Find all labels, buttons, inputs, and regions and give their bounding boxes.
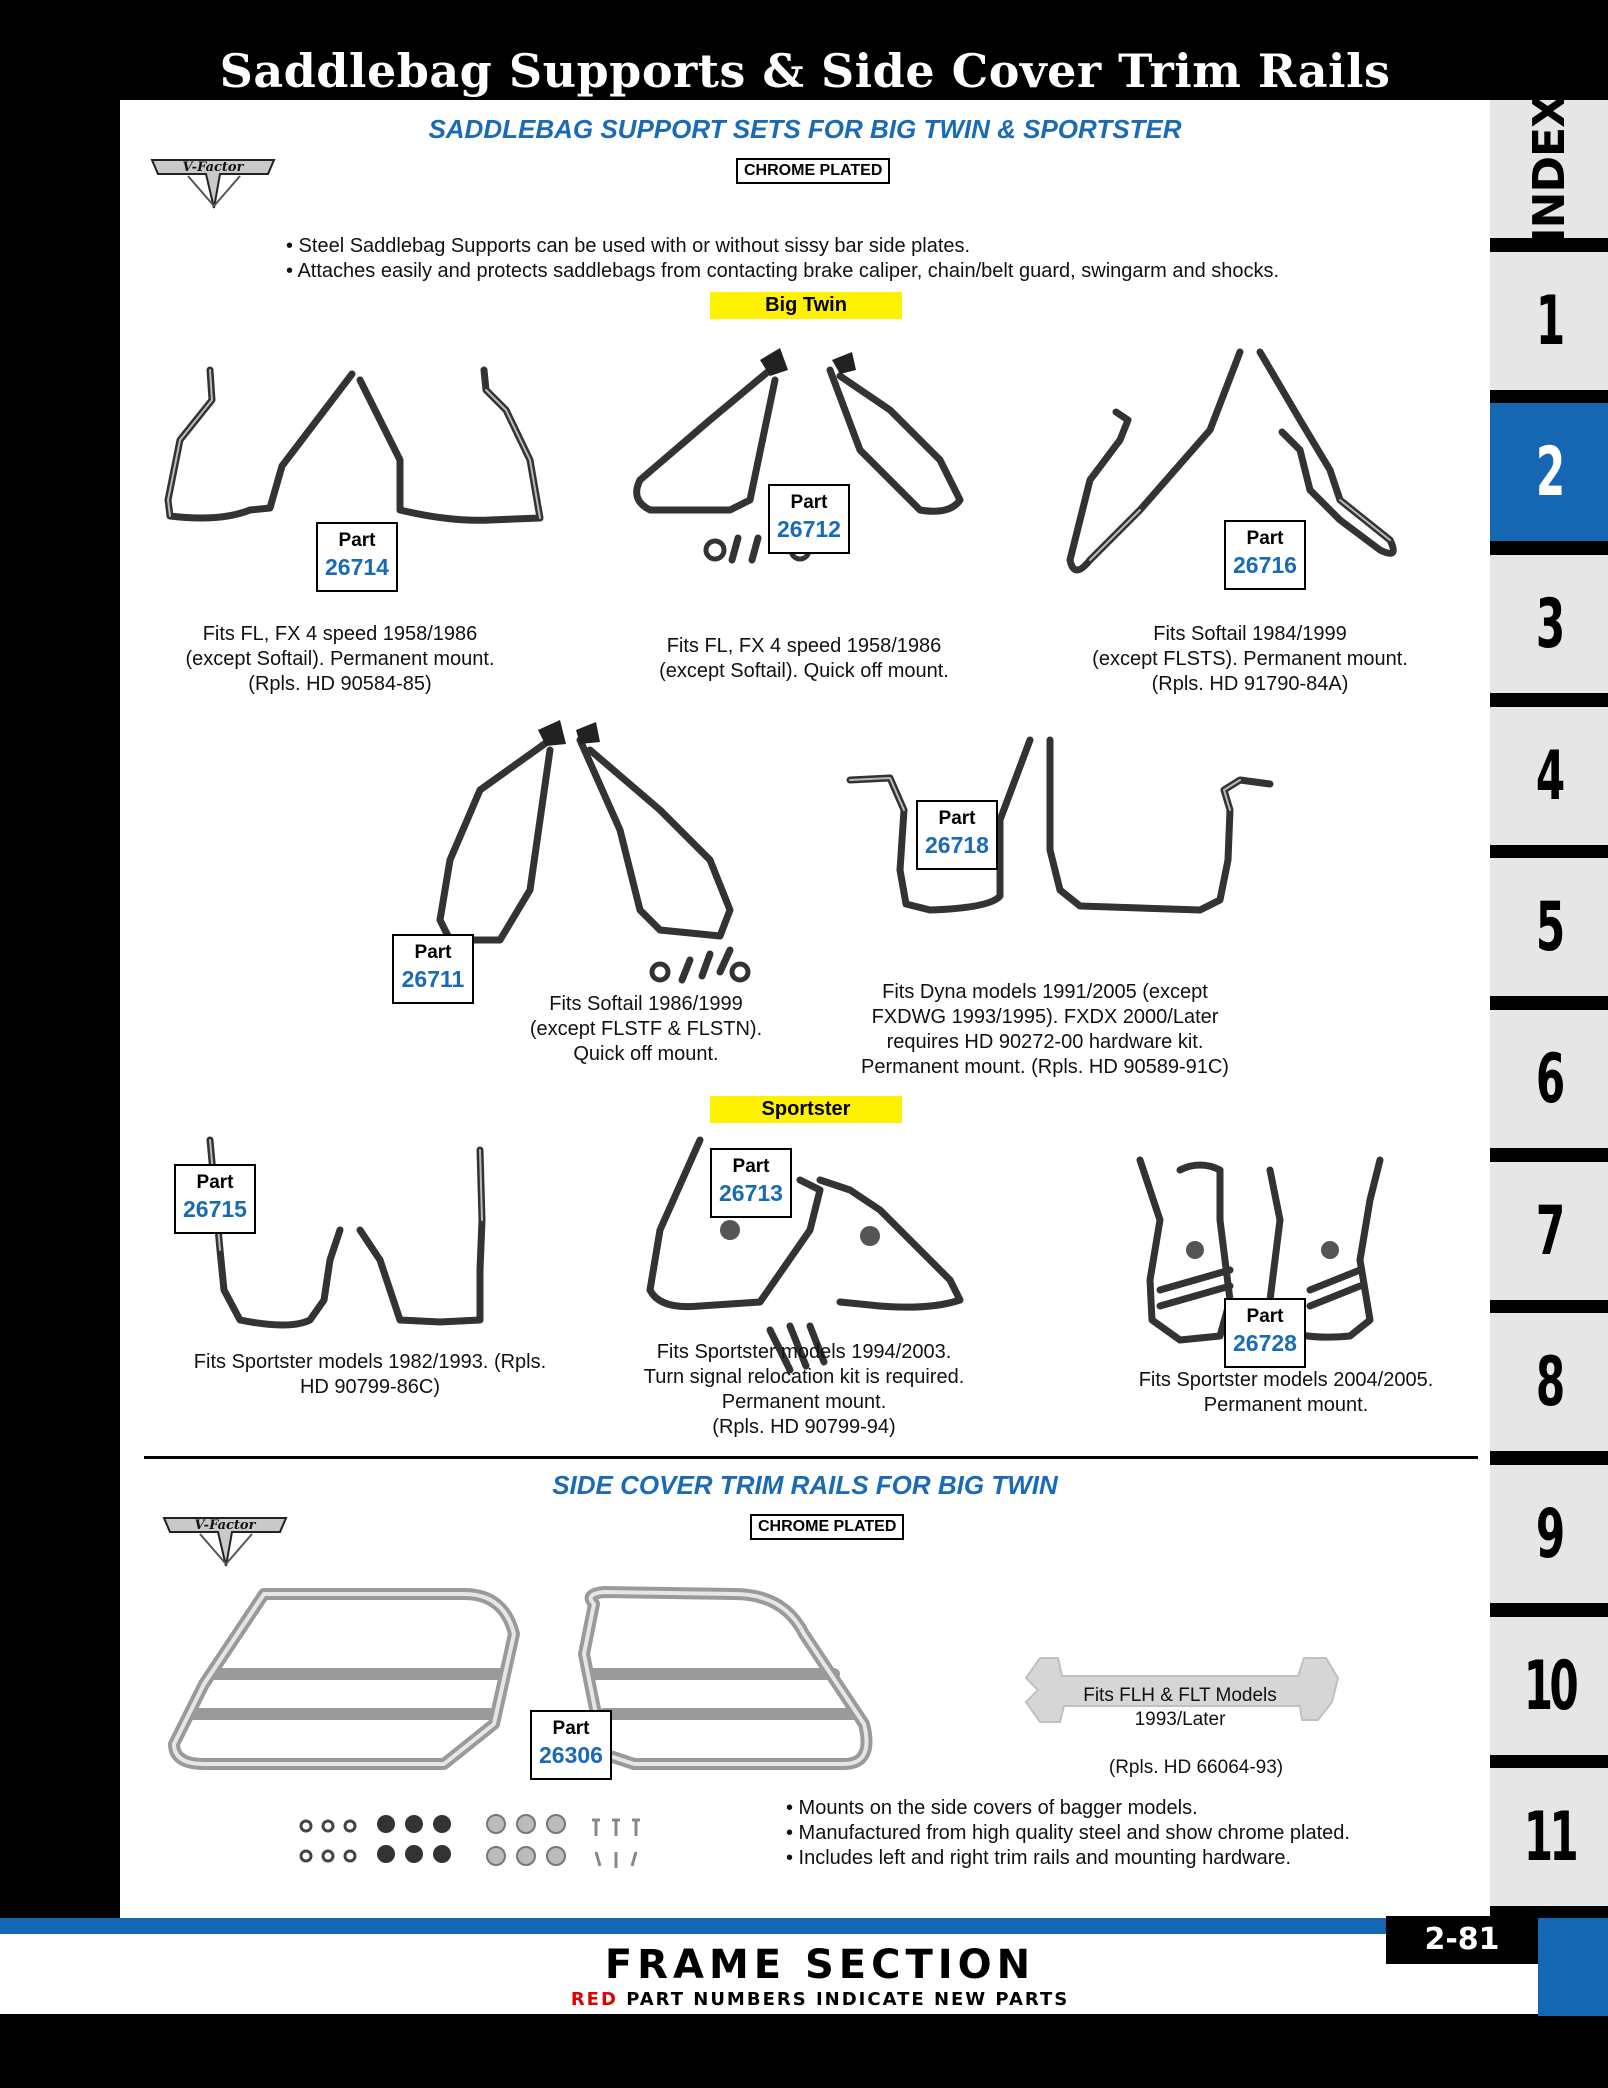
fitment-caption-26728	[1096, 1368, 1476, 1418]
fitment-caption-26712	[604, 634, 1004, 684]
wrench-line: Fits FLH & FLT Models	[1083, 1685, 1277, 1706]
logo-text: V-Factor	[182, 160, 244, 175]
saddlebag-bullet-list	[286, 234, 1279, 284]
caption-line: Permanent mount. (Rpls. HD 90589-91C)	[861, 1056, 1229, 1078]
caption-line: Fits FL, FX 4 speed 1958/1986	[202, 623, 478, 645]
part-number: 26715	[183, 1196, 247, 1222]
caption-line: Permanent mount.	[721, 1391, 887, 1413]
tab-chapter-1[interactable]	[1490, 252, 1608, 390]
tab-chapter-4[interactable]	[1490, 707, 1608, 845]
tab-chapter-11[interactable]	[1490, 1768, 1608, 1906]
tab-label: 11	[1523, 1797, 1575, 1877]
part-badge-26718[interactable]	[916, 800, 998, 870]
fitment-caption-26711	[486, 992, 806, 1067]
v-factor-logo	[160, 1508, 290, 1578]
fitment-caption-26718	[820, 980, 1270, 1080]
tab-index[interactable]	[1490, 94, 1608, 244]
fitment-caption-26716	[1060, 622, 1440, 697]
part-number: 26714	[325, 554, 389, 580]
part-number: 26711	[401, 966, 465, 992]
header-bar	[0, 0, 1490, 100]
caption-line: requires HD 90272-00 hardware kit.	[886, 1031, 1204, 1053]
page-title: Saddlebag Supports & Side Cover Trim Rails	[219, 44, 1391, 98]
part-badge-26714[interactable]	[316, 522, 398, 592]
part-label: Part	[338, 530, 376, 551]
part-number: 26713	[719, 1180, 783, 1206]
caption-line: (except Softail). Permanent mount.	[185, 648, 495, 670]
tab-label: 7	[1536, 1191, 1562, 1271]
part-label: Part	[1246, 1306, 1284, 1327]
sportster-label: Sportster	[710, 1096, 902, 1123]
tab-chapter-6[interactable]	[1490, 1010, 1608, 1148]
tab-label: 5	[1536, 887, 1562, 967]
logo-text: V-Factor	[194, 1518, 256, 1533]
part-label: Part	[196, 1172, 234, 1193]
tab-label: 10	[1523, 1646, 1575, 1726]
footer-note-red: RED	[570, 1989, 618, 2010]
tab-label: 4	[1536, 736, 1562, 816]
part-badge-26306[interactable]	[530, 1710, 612, 1780]
part-badge-26711[interactable]	[392, 934, 474, 1004]
tab-chapter-10[interactable]	[1490, 1617, 1608, 1755]
caption-line: Fits Sportster models 1982/1993. (Rpls.	[193, 1351, 547, 1373]
part-badge-26713[interactable]	[710, 1148, 792, 1218]
tab-chapter-8[interactable]	[1490, 1313, 1608, 1451]
caption-line: (Rpls. HD 91790-84A)	[1151, 673, 1349, 695]
tab-chapter-3[interactable]	[1490, 555, 1608, 693]
tab-label: 1	[1536, 281, 1562, 361]
big-twin-label: Big Twin	[710, 292, 902, 319]
footer-note	[420, 1989, 1220, 2010]
part-badge-26716[interactable]	[1224, 520, 1306, 590]
caption-line: Fits FL, FX 4 speed 1958/1986	[666, 635, 942, 657]
section-divider	[144, 1456, 1478, 1459]
footer-section-title: FRAME SECTION	[604, 1942, 1036, 1988]
part-number: 26712	[777, 516, 841, 542]
bullet-item: • Manufactured from high quality steel and show chrome plated.	[786, 1822, 1350, 1844]
v-factor-logo	[148, 150, 278, 220]
catalog-page-content	[120, 100, 1490, 1918]
part-badge-26712[interactable]	[768, 484, 850, 554]
part-label: Part	[938, 808, 976, 829]
tab-label: 3	[1536, 584, 1562, 664]
bullet-item: • Includes left and right trim rails and mounting hardware.	[786, 1847, 1292, 1869]
caption-line: (except FLSTS). Permanent mount.	[1092, 648, 1408, 670]
caption-line: (Rpls. HD 90584-85)	[248, 673, 432, 695]
tab-label: 8	[1536, 1342, 1562, 1422]
fitment-caption-26714	[140, 622, 540, 697]
bullet-item: • Attaches easily and protects saddlebags from contacting brake caliper, chain/belt guard, swingarm and shocks.	[286, 260, 1280, 282]
part-label: Part	[414, 942, 452, 963]
caption-line: Fits Dyna models 1991/2005 (except	[882, 981, 1208, 1003]
part-label: Part	[790, 492, 828, 513]
tab-chapter-9[interactable]	[1490, 1465, 1608, 1603]
bullet-item: • Steel Saddlebag Supports can be used with or without sissy bar side plates.	[286, 235, 971, 257]
chrome-plated-badge: CHROME PLATED	[750, 1514, 904, 1540]
tab-label: INDEX	[1523, 94, 1575, 244]
caption-line: Fits Softail 1984/1999	[1153, 623, 1347, 645]
caption-line: (except FLSTF & FLSTN).	[529, 1018, 763, 1040]
caption-line: Fits Sportster models 2004/2005.	[1138, 1369, 1434, 1391]
caption-line: Permanent mount.	[1203, 1394, 1369, 1416]
footer-blue-corner	[1538, 1918, 1608, 2016]
part-badge-26728[interactable]	[1224, 1298, 1306, 1368]
footer-blue-stripe	[0, 1918, 1608, 1934]
part-number: 26718	[925, 832, 989, 858]
caption-line: HD 90799-86C)	[299, 1376, 441, 1398]
part-number: 26728	[1233, 1330, 1297, 1356]
trim-rails-bullet-list	[786, 1796, 1350, 1871]
bullet-item: • Mounts on the side covers of bagger models.	[786, 1797, 1198, 1819]
caption-line: FXDWG 1993/1995). FXDX 2000/Later	[871, 1006, 1219, 1028]
trim-rails-section-title: SIDE COVER TRIM RAILS FOR BIG TWIN	[552, 1470, 1058, 1500]
part-label: Part	[552, 1718, 590, 1739]
tab-label: 2	[1536, 432, 1562, 512]
tab-chapter-7[interactable]	[1490, 1162, 1608, 1300]
fitment-caption-26715	[150, 1350, 590, 1400]
caption-line: (except Softail). Quick off mount.	[659, 660, 949, 682]
mounting-hardware-image	[296, 1806, 816, 1896]
wrench-fitment-text	[1060, 1684, 1300, 1732]
fitment-caption-26713	[604, 1340, 1004, 1440]
part-number: 26716	[1233, 552, 1297, 578]
part-badge-26715[interactable]	[174, 1164, 256, 1234]
footer-note-rest: PART NUMBERS INDICATE NEW PARTS	[617, 1989, 1070, 2010]
saddlebag-section-title: SADDLEBAG SUPPORT SETS FOR BIG TWIN & SPORTSTER	[428, 114, 1182, 144]
caption-line: Fits Sportster models 1994/2003.	[656, 1341, 952, 1363]
tab-label: 9	[1536, 1494, 1562, 1574]
trim-rails-image	[164, 1574, 1064, 1794]
part-number: 26306	[539, 1742, 603, 1768]
wrench-line: 1993/Later	[1134, 1709, 1226, 1730]
part-label: Part	[732, 1156, 770, 1177]
tab-chapter-5[interactable]	[1490, 858, 1608, 996]
saddlebag-support-26713-image	[620, 1130, 1000, 1370]
chapter-tab-strip	[1490, 0, 1608, 2088]
replaces-part-text: (Rpls. HD 66064-93)	[1108, 1757, 1284, 1778]
tab-chapter-2[interactable]	[1490, 403, 1608, 541]
caption-line: (Rpls. HD 90799-94)	[712, 1416, 896, 1438]
caption-line: Fits Softail 1986/1999	[549, 993, 743, 1015]
page-number: 2-81	[1386, 1916, 1538, 1964]
chrome-plated-badge: CHROME PLATED	[736, 158, 890, 184]
part-label: Part	[1246, 528, 1284, 549]
caption-line: Turn signal relocation kit is required.	[643, 1366, 965, 1388]
tab-label: 6	[1536, 1039, 1562, 1119]
caption-line: Quick off mount.	[573, 1043, 719, 1065]
